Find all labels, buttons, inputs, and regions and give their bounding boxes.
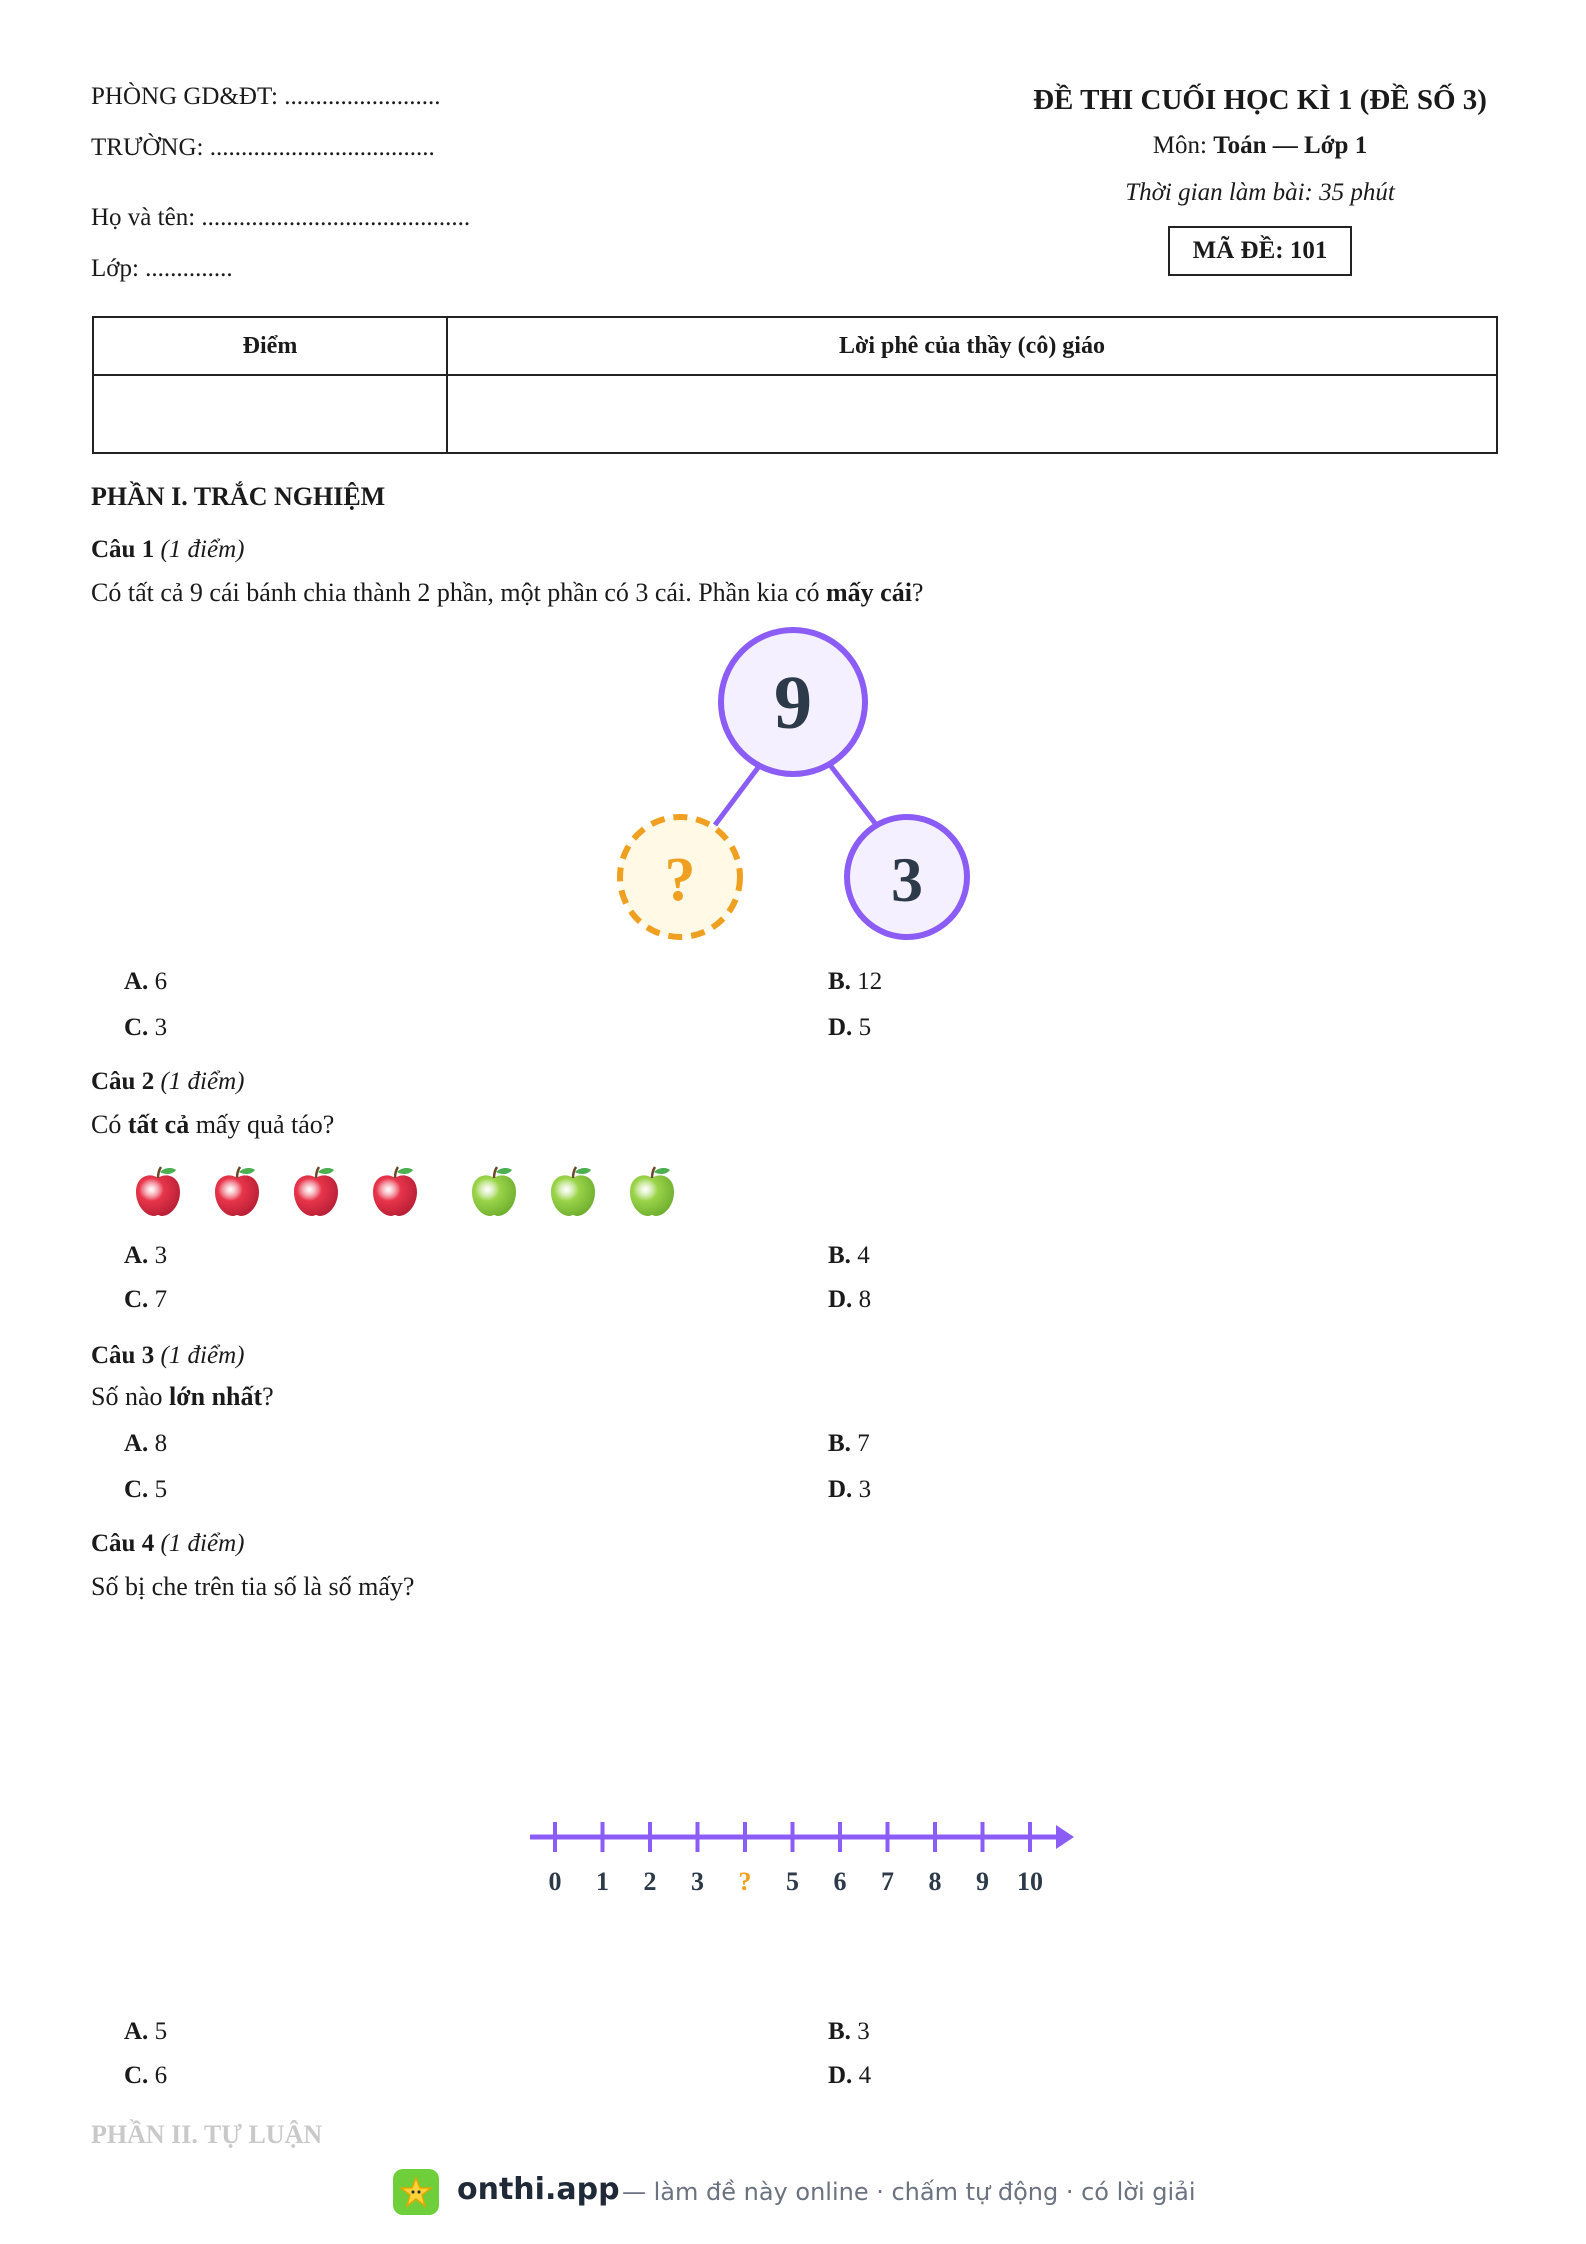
question-3-points: (1 điểm): [160, 1342, 245, 1369]
option-value: 12: [857, 968, 883, 995]
part1-title: PHẦN I. TRẮC NGHIỆM: [91, 482, 386, 511]
bond-line-left: [715, 765, 760, 825]
number-line: [520, 1785, 1090, 1895]
exam-code-box: MÃ ĐỀ: 101: [1168, 226, 1352, 276]
option-letter: C.: [124, 1286, 149, 1313]
option-value: 8: [154, 1430, 168, 1457]
question-1-option-d[interactable]: [828, 1014, 871, 1042]
option-value: 6: [154, 968, 168, 995]
option-letter: C.: [124, 1014, 149, 1041]
red-apple-icon: [288, 1164, 344, 1220]
number-line-hidden-label: ?: [738, 1867, 752, 1895]
question-4-option-d[interactable]: [828, 2062, 871, 2090]
number-line-label: 8: [928, 1867, 942, 1895]
option-letter: D.: [828, 1286, 853, 1313]
question-2-option-d[interactable]: [828, 1286, 871, 1314]
option-letter: B.: [828, 1242, 851, 1269]
bond-line-right: [830, 765, 878, 827]
option-letter: C.: [124, 2062, 149, 2089]
question-1-text: [91, 578, 923, 608]
footer-tagline: — làm đề này online · chấm tự động · có lời giải: [622, 2178, 1196, 2206]
exam-title: ĐỀ THI CUỐI HỌC KÌ 1 (ĐỀ SỐ 3): [1033, 84, 1487, 116]
question-2-label: Câu 2: [91, 1068, 155, 1095]
question-2-option-c[interactable]: [124, 1286, 167, 1314]
number-line-label: 6: [833, 1867, 847, 1895]
number-bond-diagram: [600, 620, 1000, 950]
number-line-label: 1: [596, 1867, 609, 1895]
question-1-option-c[interactable]: [124, 1014, 167, 1042]
option-value: 8: [858, 1286, 872, 1313]
option-letter: A.: [124, 968, 149, 995]
subject-name: Toán — Lớp 1: [1213, 132, 1368, 159]
question-3-option-a[interactable]: [124, 1430, 167, 1458]
option-value: 3: [858, 1476, 872, 1503]
question-1-label: Câu 1: [91, 536, 155, 563]
number-line-label: 3: [691, 1867, 704, 1895]
question-4-label: Câu 4: [91, 1530, 155, 1557]
question-3-text-bold: lớn nhất: [169, 1382, 263, 1411]
option-value: 4: [857, 1242, 870, 1269]
option-value: 5: [858, 1014, 872, 1041]
number-line-label: 10: [1017, 1867, 1043, 1895]
question-4-points: (1 điểm): [160, 1530, 245, 1557]
question-2-option-b[interactable]: [828, 1242, 870, 1270]
option-value: 7: [857, 1430, 870, 1457]
question-1-heading: [91, 536, 244, 564]
grade-comment-cell[interactable]: [447, 375, 1497, 453]
question-3-option-b[interactable]: [828, 1430, 870, 1458]
option-letter: A.: [124, 1430, 149, 1457]
question-3-option-c[interactable]: [124, 1476, 167, 1504]
question-3-text: [91, 1382, 274, 1412]
option-letter: D.: [828, 1476, 853, 1503]
grade-table: [92, 316, 1498, 454]
question-2-text-pre: Có: [91, 1110, 128, 1139]
footer-banner[interactable]: [0, 2166, 1586, 2226]
red-apple-icon: [209, 1164, 265, 1220]
green-apple-icon: [466, 1164, 522, 1220]
question-1-option-a[interactable]: [124, 968, 167, 996]
option-value: 4: [858, 2062, 872, 2089]
option-letter: D.: [828, 1014, 853, 1041]
number-line-label: 7: [881, 1867, 894, 1895]
grade-header-comment: Lời phê của thầy (cô) giáo: [447, 317, 1497, 375]
option-value: 6: [154, 2062, 168, 2089]
question-2-option-a[interactable]: [124, 1242, 167, 1270]
bond-whole-value: 9: [774, 661, 812, 745]
option-value: 5: [154, 2018, 168, 2045]
question-2-text-bold: tất cả: [127, 1110, 190, 1139]
grade-header-score: Điểm: [93, 317, 447, 375]
bond-unknown-value: ?: [664, 846, 696, 914]
onthi-logo-icon: [393, 2169, 439, 2215]
subject-prefix: Môn:: [1152, 132, 1214, 159]
grade-score-cell[interactable]: [93, 375, 447, 453]
option-letter: B.: [828, 1430, 851, 1457]
question-4-text: [91, 1572, 414, 1602]
option-value: 3: [154, 1014, 168, 1041]
time-line: Thời gian làm bài: 35 phút: [1125, 179, 1395, 206]
department-line: PHÒNG GD&ĐT: .........................: [91, 83, 441, 110]
question-3-text-pre: Số nào: [91, 1382, 169, 1411]
question-4-option-a[interactable]: [124, 2018, 167, 2046]
class-line: Lớp: ..............: [91, 255, 233, 282]
subject-line: [1000, 132, 1520, 160]
bond-known-value: 3: [891, 844, 923, 915]
question-1-text-post: ?: [911, 578, 924, 607]
option-letter: B.: [828, 968, 851, 995]
number-line-arrow-icon: [1056, 1825, 1074, 1849]
option-letter: D.: [828, 2062, 853, 2089]
question-4-heading: [91, 1530, 244, 1558]
number-line-label: 2: [643, 1867, 657, 1895]
question-2-text: [91, 1110, 334, 1140]
number-line-label: 9: [976, 1867, 989, 1895]
question-1-points: (1 điểm): [160, 536, 245, 563]
question-4-option-b[interactable]: [828, 2018, 870, 2046]
question-3-text-post: ?: [262, 1382, 274, 1411]
option-value: 3: [154, 1242, 168, 1269]
option-letter: A.: [124, 1242, 149, 1269]
question-3-option-d[interactable]: [828, 1476, 871, 1504]
option-value: 5: [154, 1476, 168, 1503]
question-1-option-b[interactable]: [828, 968, 882, 996]
option-letter: B.: [828, 2018, 851, 2045]
student-name-line: Họ và tên: ...........................................: [91, 204, 471, 231]
question-4-option-c[interactable]: [124, 2062, 167, 2090]
question-2-heading: [91, 1068, 244, 1096]
option-value: 7: [154, 1286, 168, 1313]
question-2-text-post: mấy quả táo?: [189, 1110, 335, 1139]
red-apple-icon: [130, 1164, 186, 1220]
part2-title: PHẦN II. TỰ LUẬN: [91, 2120, 323, 2149]
green-apple-icon: [624, 1164, 680, 1220]
number-line-label: 5: [786, 1867, 799, 1895]
red-apple-icon: [367, 1164, 423, 1220]
question-1-text-bold: mấy cái: [826, 578, 912, 607]
option-letter: C.: [124, 1476, 149, 1503]
number-line-label: 0: [548, 1867, 562, 1895]
question-3-heading: [91, 1342, 244, 1370]
question-4-text-pre: Số bị che trên tia số là số mấy?: [91, 1572, 415, 1601]
footer-brand[interactable]: onthi.app: [457, 2172, 620, 2207]
green-apple-icon: [545, 1164, 601, 1220]
option-value: 3: [857, 2018, 870, 2045]
option-letter: A.: [124, 2018, 149, 2045]
question-2-points: (1 điểm): [160, 1068, 245, 1095]
question-3-label: Câu 3: [91, 1342, 155, 1369]
question-1-text-pre: Có tất cả 9 cái bánh chia thành 2 phần, một phần có 3 cái. Phần kia có: [91, 578, 826, 607]
school-line: TRƯỜNG: ....................................: [91, 134, 435, 161]
